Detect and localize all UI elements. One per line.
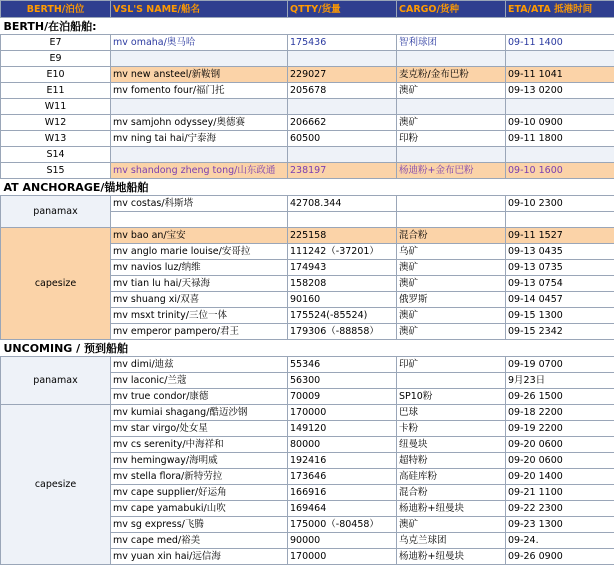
quantity-cell: 205678 — [288, 83, 397, 99]
vessel-name-cell: mv msxt trinity/三位一体 — [111, 308, 288, 324]
berth-cell: E11 — [1, 83, 111, 99]
quantity-cell: 55346 — [288, 357, 397, 373]
quantity-cell: 179306（-88858） — [288, 324, 397, 340]
table-row — [1, 357, 614, 373]
quantity-cell — [288, 212, 397, 228]
quantity-cell: 149120 — [288, 421, 397, 437]
cargo-cell: 印粉 — [397, 131, 506, 147]
quantity-cell: 174943 — [288, 260, 397, 276]
header-eta: ETA/ATA 抵港时间 — [506, 1, 614, 18]
vessel-class-cell: panamax — [1, 357, 111, 405]
vessel-name-cell: mv new ansteel/新鞍钢 — [111, 67, 288, 83]
quantity-cell: 225158 — [288, 228, 397, 244]
vessel-name-cell: mv laconic/兰蔻 — [111, 373, 288, 389]
quantity-cell: 166916 — [288, 485, 397, 501]
eta-cell: 09-13 0735 — [506, 260, 614, 276]
cargo-cell: 智利球团 — [397, 35, 506, 51]
eta-cell: 09-19 2200 — [506, 421, 614, 437]
berth-cell: E7 — [1, 35, 111, 51]
berth-cell: S14 — [1, 147, 111, 163]
table-row — [1, 51, 614, 67]
cargo-cell: 杨迪粉+金布巴粉 — [397, 163, 506, 179]
eta-cell: 09-11 1527 — [506, 228, 614, 244]
quantity-cell: 175000（-80458） — [288, 517, 397, 533]
vessel-class-cell: panamax — [1, 196, 111, 228]
eta-cell: 09-13 0754 — [506, 276, 614, 292]
quantity-cell: 170000 — [288, 549, 397, 565]
vessel-name-cell: mv star virgo/处女星 — [111, 421, 288, 437]
table-row — [1, 147, 614, 163]
berth-cell: E9 — [1, 51, 111, 67]
cargo-cell: 麦克粉/金布巴粉 — [397, 67, 506, 83]
vessel-name-cell: mv hemingway/海明威 — [111, 453, 288, 469]
header-berth: BERTH/泊位 — [1, 1, 111, 18]
vessel-class-cell: capesize — [1, 405, 111, 565]
vessel-class-cell: capesize — [1, 228, 111, 340]
cargo-cell: 乌克兰球团 — [397, 533, 506, 549]
quantity-cell: 170000 — [288, 405, 397, 421]
quantity-cell: 158208 — [288, 276, 397, 292]
quantity-cell: 192416 — [288, 453, 397, 469]
eta-cell: 09-10 2300 — [506, 196, 614, 212]
eta-cell: 09-13 0435 — [506, 244, 614, 260]
quantity-cell: 238197 — [288, 163, 397, 179]
cargo-cell: 杨迪粉+纽曼块 — [397, 549, 506, 565]
table-row — [1, 131, 614, 147]
cargo-cell: 混合粉 — [397, 485, 506, 501]
eta-cell: 09-20 0600 — [506, 453, 614, 469]
berth-cell: W11 — [1, 99, 111, 115]
eta-cell — [506, 147, 614, 163]
section-anchorage — [1, 179, 614, 196]
vessel-name-cell: mv shandong zheng tong/山东政通 — [111, 163, 288, 179]
eta-cell: 09-18 2200 — [506, 405, 614, 421]
table-row — [1, 405, 614, 421]
vessel-name-cell: mv samjohn odyssey/奥德赛 — [111, 115, 288, 131]
vessel-name-cell — [111, 99, 288, 115]
vessel-name-cell: mv true condor/康德 — [111, 389, 288, 405]
quantity-cell: 175524(-85524) — [288, 308, 397, 324]
vessel-name-cell: mv cape med/裕美 — [111, 533, 288, 549]
eta-cell: 09-24. — [506, 533, 614, 549]
vessel-name-cell: mv shuang xi/双喜 — [111, 292, 288, 308]
quantity-cell: 90160 — [288, 292, 397, 308]
cargo-cell: 澳矿 — [397, 83, 506, 99]
quantity-cell: 70009 — [288, 389, 397, 405]
vessel-name-cell: mv dimi/迪兹 — [111, 357, 288, 373]
eta-cell: 09-19 0700 — [506, 357, 614, 373]
cargo-cell: 混合粉 — [397, 228, 506, 244]
cargo-cell: 澳矿 — [397, 517, 506, 533]
cargo-cell: 俄罗斯 — [397, 292, 506, 308]
quantity-cell: 169464 — [288, 501, 397, 517]
eta-cell: 09-15 2342 — [506, 324, 614, 340]
cargo-cell: 澳矿 — [397, 324, 506, 340]
table-row — [1, 163, 614, 179]
cargo-cell: 澳矿 — [397, 276, 506, 292]
eta-cell — [506, 99, 614, 115]
section-title: AT ANCHORAGE/锚地船舶 — [1, 179, 614, 196]
cargo-cell: 超特粉 — [397, 453, 506, 469]
quantity-cell: 80000 — [288, 437, 397, 453]
eta-cell — [506, 51, 614, 67]
cargo-cell: SP10粉 — [397, 389, 506, 405]
table-row — [1, 83, 614, 99]
header-row — [1, 1, 614, 18]
quantity-cell: 60500 — [288, 131, 397, 147]
section-title: UNCOMING / 预到船舶 — [1, 340, 614, 357]
vessel-name-cell: mv cs serenity/中海祥和 — [111, 437, 288, 453]
section-title: BERTH/在泊船舶: — [1, 18, 614, 35]
cargo-cell: 澳矿 — [397, 260, 506, 276]
eta-cell: 09-20 1400 — [506, 469, 614, 485]
berth-cell: W13 — [1, 131, 111, 147]
eta-cell: 09-14 0457 — [506, 292, 614, 308]
eta-cell: 09-26 0900 — [506, 549, 614, 565]
eta-cell: 09-11 1800 — [506, 131, 614, 147]
table-row — [1, 228, 614, 244]
table-row — [1, 196, 614, 212]
vessel-name-cell: mv stella flora/新特劳拉 — [111, 469, 288, 485]
table-row — [1, 35, 614, 51]
eta-cell: 9月23日 — [506, 373, 614, 389]
vessel-name-cell: mv cape supplier/好运角 — [111, 485, 288, 501]
eta-cell: 09-11 1400 — [506, 35, 614, 51]
cargo-cell: 乌矿 — [397, 244, 506, 260]
header-vessel-name: VSL'S NAME/船名 — [111, 1, 288, 18]
eta-cell: 09-26 1500 — [506, 389, 614, 405]
section-upcoming — [1, 340, 614, 357]
vessel-name-cell: mv bao an/宝安 — [111, 228, 288, 244]
vessel-name-cell: mv ning tai hai/宁泰海 — [111, 131, 288, 147]
berth-cell: W12 — [1, 115, 111, 131]
cargo-cell — [397, 51, 506, 67]
vessel-name-cell: mv sg express/飞腾 — [111, 517, 288, 533]
vessel-name-cell: mv fomento four/福门托 — [111, 83, 288, 99]
quantity-cell: 56300 — [288, 373, 397, 389]
quantity-cell — [288, 147, 397, 163]
table-row — [1, 67, 614, 83]
vessel-name-cell: mv cape yamabuki/山吹 — [111, 501, 288, 517]
vessel-name-cell — [111, 51, 288, 67]
cargo-cell: 澳矿 — [397, 115, 506, 131]
cargo-cell — [397, 373, 506, 389]
vessel-name-cell: mv anglo marie louise/安哥拉 — [111, 244, 288, 260]
cargo-cell — [397, 212, 506, 228]
eta-cell: 09-20 0600 — [506, 437, 614, 453]
vessel-name-cell: mv omaha/奥马哈 — [111, 35, 288, 51]
vessel-name-cell: mv yuan xin hai/远信海 — [111, 549, 288, 565]
section-berth — [1, 18, 614, 35]
header-quantity: QTTY/货量 — [288, 1, 397, 18]
eta-cell: 09-23 1300 — [506, 517, 614, 533]
quantity-cell: 173646 — [288, 469, 397, 485]
cargo-cell: 卡粉 — [397, 421, 506, 437]
table-row — [1, 115, 614, 131]
eta-cell: 09-15 1300 — [506, 308, 614, 324]
table-row — [1, 99, 614, 115]
vessel-name-cell: mv emperor pampero/君王 — [111, 324, 288, 340]
eta-cell: 09-11 1041 — [506, 67, 614, 83]
quantity-cell — [288, 99, 397, 115]
quantity-cell: 206662 — [288, 115, 397, 131]
cargo-cell: 巴球 — [397, 405, 506, 421]
cargo-cell: 澳矿 — [397, 308, 506, 324]
vessel-name-cell: mv navios luz/纳维 — [111, 260, 288, 276]
vessel-name-cell: mv tian lu hai/天禄海 — [111, 276, 288, 292]
eta-cell: 09-10 1600 — [506, 163, 614, 179]
quantity-cell — [288, 51, 397, 67]
header-cargo: CARGO/货种 — [397, 1, 506, 18]
berth-cell: S15 — [1, 163, 111, 179]
vessel-name-cell: mv costas/科斯塔 — [111, 196, 288, 212]
cargo-cell — [397, 99, 506, 115]
quantity-cell: 229027 — [288, 67, 397, 83]
quantity-cell: 175436 — [288, 35, 397, 51]
berth-cell: E10 — [1, 67, 111, 83]
quantity-cell: 111242（-37201） — [288, 244, 397, 260]
quantity-cell: 42708.344 — [288, 196, 397, 212]
eta-cell: 09-21 1100 — [506, 485, 614, 501]
quantity-cell: 90000 — [288, 533, 397, 549]
cargo-cell — [397, 196, 506, 212]
cargo-cell: 高硅库粉 — [397, 469, 506, 485]
vessel-name-cell — [111, 147, 288, 163]
cargo-cell — [397, 147, 506, 163]
cargo-cell: 印矿 — [397, 357, 506, 373]
eta-cell: 09-22 2300 — [506, 501, 614, 517]
eta-cell: 09-13 0200 — [506, 83, 614, 99]
cargo-cell: 纽曼块 — [397, 437, 506, 453]
eta-cell: 09-10 0900 — [506, 115, 614, 131]
vessel-name-cell: mv kumiai shagang/酷迈沙钢 — [111, 405, 288, 421]
vessel-name-cell — [111, 212, 288, 228]
cargo-cell: 杨迪粉+纽曼块 — [397, 501, 506, 517]
eta-cell — [506, 212, 614, 228]
